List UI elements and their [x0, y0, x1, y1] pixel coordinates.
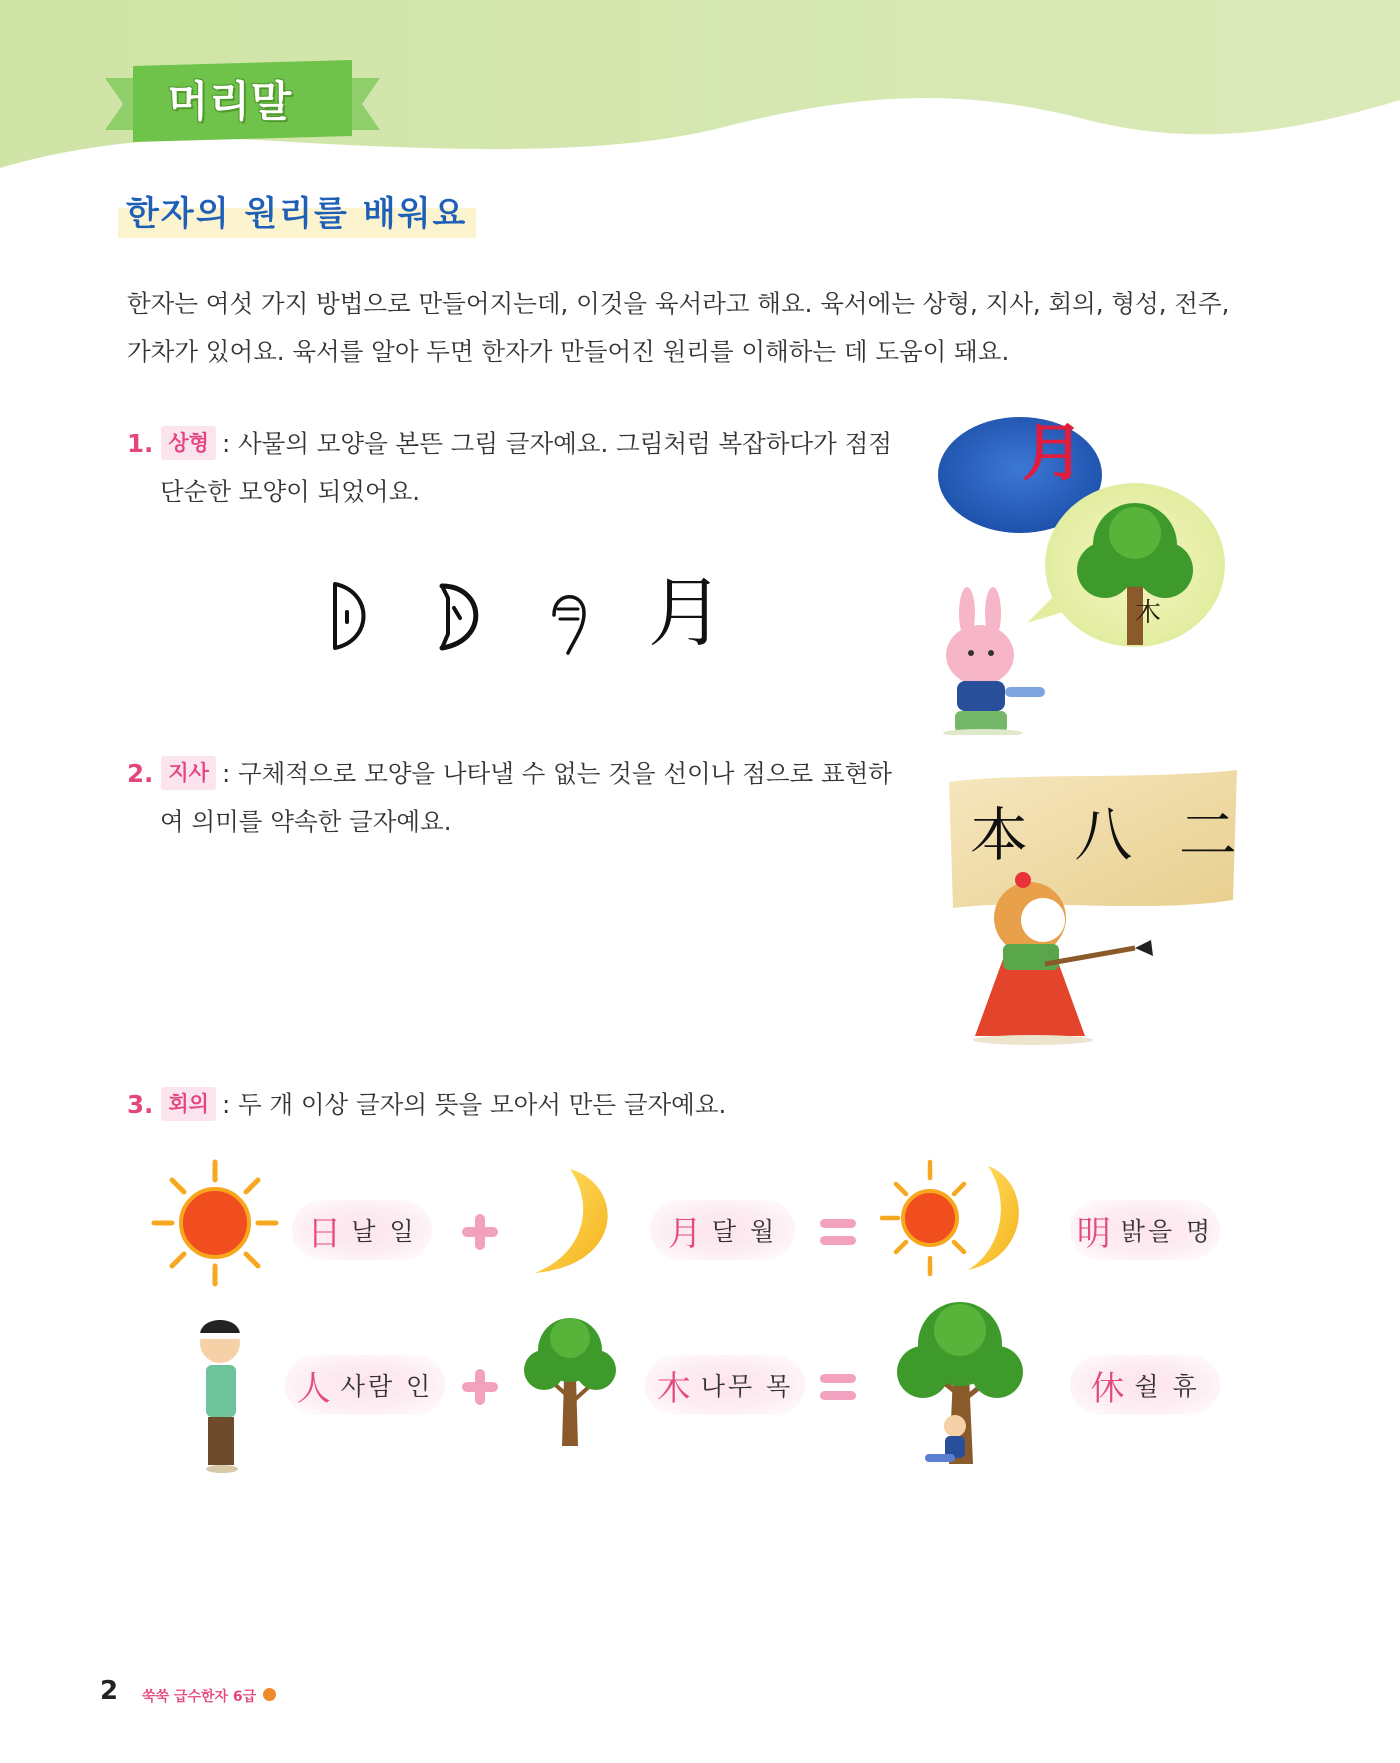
- item-text: 단순한 모양이 되었어요.: [160, 477, 421, 506]
- moon-oracle-glyph-1: [325, 578, 380, 653]
- hanja-char: 明: [1076, 1213, 1111, 1254]
- equals-icon: [818, 1215, 858, 1249]
- hanja-reading: 날 일: [351, 1217, 417, 1246]
- intro-line: 가차가 있어요. 육서를 알아 두면 한자가 만들어진 원리를 이해하는 데 도움이 돼요.: [127, 337, 1010, 366]
- hanja-reading: 밝을 명: [1120, 1217, 1214, 1246]
- hanja-char: 木: [656, 1368, 691, 1409]
- page-title: 머리말: [167, 77, 293, 126]
- section-heading: 한자의 원리를 배워요: [126, 194, 468, 234]
- moon-modern-glyph: 月: [648, 568, 724, 657]
- item-compound: [127, 1081, 726, 1129]
- sun-icon: [150, 1158, 280, 1288]
- item-number: 2.: [127, 759, 154, 788]
- plus-icon: [460, 1367, 500, 1407]
- hanja-char: 人: [296, 1368, 331, 1409]
- tree-icon: [520, 1308, 620, 1453]
- hanja-pill-person: [285, 1355, 445, 1415]
- hanja-reading: 사람 인: [340, 1372, 434, 1401]
- hanja-pill-bright: [1070, 1200, 1220, 1260]
- hanja-char: 日: [307, 1213, 342, 1254]
- hanja-pill-moon: [650, 1200, 795, 1260]
- hanja-pill-sun: [292, 1200, 432, 1260]
- hanja-reading: 나무 목: [700, 1372, 794, 1401]
- tree-char-bubble: 木: [1135, 598, 1162, 628]
- item-text: : 구체적으로 모양을 나타낼 수 없는 것을 선이나 점으로 표현하: [221, 759, 892, 788]
- sun-moon-icon: [880, 1158, 1030, 1278]
- item-text: 여 의미를 약속한 글자예요.: [160, 807, 452, 836]
- hanja-reading: 쉴 휴: [1134, 1372, 1200, 1401]
- scroll-characters: 本 八 二: [970, 801, 1251, 869]
- item-tag: 회의: [161, 1087, 216, 1121]
- item-number: 1.: [127, 429, 154, 458]
- book-title: 쑥쑥 급수한자 6급: [142, 1689, 257, 1705]
- intro-paragraph: [127, 280, 1277, 376]
- item-tag: 상형: [161, 426, 216, 460]
- rabbit-illustration: [935, 415, 1235, 735]
- item-indicative: [127, 750, 892, 846]
- footer-dot-icon: [263, 1688, 276, 1701]
- hanja-reading: 달 월: [711, 1217, 778, 1246]
- crescent-moon-icon: [525, 1165, 620, 1280]
- hanja-pill-rest: [1070, 1355, 1220, 1415]
- moon-char-bubble: 月: [1022, 416, 1085, 489]
- item-text: : 두 개 이상 글자의 뜻을 모아서 만든 글자예요.: [221, 1090, 727, 1119]
- hanja-char: 休: [1090, 1368, 1125, 1409]
- hanja-char: 月: [667, 1213, 702, 1254]
- person-resting-under-tree-icon: [895, 1296, 1025, 1476]
- intro-line: 한자는 여섯 가지 방법으로 만들어지는데, 이것을 육서라고 해요. 육서에는 상형, 지사, 회의, 형성, 전주,: [127, 289, 1230, 318]
- page-number: 2: [100, 1676, 119, 1706]
- item-pictograph: [127, 420, 892, 516]
- moon-seal-glyph: [546, 585, 591, 657]
- plus-icon: [460, 1212, 500, 1252]
- item-tag: 지사: [161, 756, 216, 790]
- moon-oracle-glyph-2: [428, 578, 493, 653]
- item-text: : 사물의 모양을 본뜬 그림 글자예요. 그림처럼 복잡하다가 점점: [221, 429, 892, 458]
- hanja-pill-tree: [645, 1355, 805, 1415]
- person-icon: [182, 1305, 252, 1475]
- equals-icon: [818, 1370, 858, 1404]
- item-number: 3.: [127, 1090, 154, 1119]
